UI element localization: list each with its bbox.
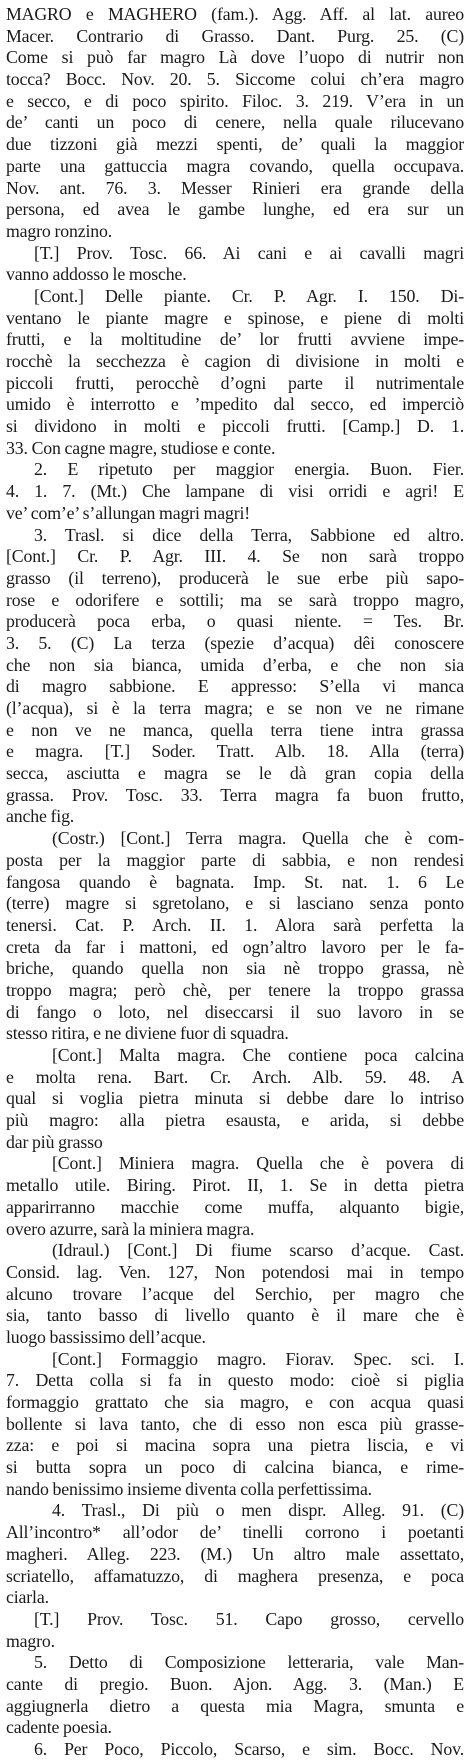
text-line: Nov. ant. 76. 3. Messer Rinieri era grande della <box>6 177 464 198</box>
text-line: 4. Trasl., Di più o men dispr. Alleg. 91. (C) <box>52 1500 464 1521</box>
text-line: persona, ed avea le gambe lunghe, ed era sur un <box>6 199 464 220</box>
text-line: grassa. Prov. Tosc. 33. Terra magra fa buon frutto, <box>6 784 464 805</box>
text-line: [T.] Prov. Tosc. 51. Capo grosso, cervello <box>34 1608 464 1629</box>
text-line: creta da far i mattoni, ed ogn’altro lavoro per le fa- <box>6 936 464 957</box>
text-line: [Cont.] Malta magra. Che contiene poca calcina <box>52 1045 464 1065</box>
text-line: alcuno trovare l’acque del Serchio, per magro che <box>6 1283 464 1304</box>
text-line: [Cont.] Cr. P. Agr. III. 4. Se non sarà troppo <box>6 546 464 567</box>
text-line: ventano le piante magre e spinose, e piene di molti <box>6 307 464 328</box>
text-line: troppo magra; però chè, per tenere la troppo grassa <box>6 979 464 1000</box>
text-line: luogo bassissimo dell’acque. <box>6 1326 206 1347</box>
text-line: anche fig. <box>6 806 75 827</box>
text-line: rocchè la secchezza è cagion di divisione in molti e <box>6 351 464 371</box>
text-line: ve’ com’e’ s’allungan magri magri! <box>6 502 251 523</box>
text-line: magro ronzino. <box>6 220 113 241</box>
text-line: 6. Per Poco, Piccolo, Scarso, e sim. Bocc. Nov. <box>34 1739 464 1759</box>
text-line: Come si può far magro Là dove l’uopo di nutrir non <box>6 47 464 68</box>
text-line: 33. Con cagne magre, studiose e conte. <box>6 437 276 458</box>
text-line: di magro sabbione. E appresso: S’ella vi manca <box>6 676 464 697</box>
text-line: magheri. Alleg. 223. (M.) Un altro male assettato, <box>6 1543 464 1564</box>
text-line: piccoli frutti, perocchè d’ogni parte il nutrimentale <box>6 372 464 393</box>
text-line: [Cont.] Delle piante. Cr. P. Agr. I. 150. Di- <box>34 285 464 306</box>
text-line: 3. 5. (C) La terza (spezie d’acqua) dêi conoscere <box>6 632 464 653</box>
text-line: grasso (il terreno), producerà le sue erbe più sapo- <box>6 567 464 588</box>
text-line: formaggio grattato che sia magro, e con acqua quasi <box>6 1392 464 1412</box>
text-line: e molta rena. Bart. Cr. Arch. Alb. 59. 48. A <box>6 1066 464 1087</box>
text-line: (Idraul.) [Cont.] Di fiume scarso d’acque. Cast. <box>52 1240 464 1261</box>
text-line: (terre) magre si sgretolano, e si lasciano senza ponto <box>6 893 464 914</box>
text-line: 3. Trasl. si dice della Terra, Sabbione ed altro. <box>34 524 464 545</box>
text-line: 7. Detta colla si fa in questo modo: cioè si piglia <box>6 1370 464 1391</box>
text-line: 4. 1. 7. (Mt.) Che lampane di visi orridi e agri! E <box>6 481 464 502</box>
text-line: nando benissimo insieme diventa colla perfettissima. <box>6 1478 372 1499</box>
text-line: dar più grasso <box>6 1131 103 1152</box>
text-line: frutti, e la moltitudine de’ lor frutti avviene impe- <box>6 329 464 350</box>
text-line: tocca? Bocc. Nov. 20. 5. Siccome colui ch’era magro <box>6 69 464 90</box>
text-line: briche, quando quella non sia nè troppo grassa, nè <box>6 958 464 979</box>
text-line: che non sia bianca, umida d’erba, e che non sia <box>6 654 464 675</box>
text-line: fangosa quando è bagnata. Imp. St. nat. 1. 6 Le <box>6 871 464 892</box>
text-line: (Costr.) [Cont.] Terra magra. Quella che è com- <box>52 828 464 849</box>
text-line: più magro: alla pietra esausta, e arida, si debbe <box>6 1110 464 1131</box>
text-line: di fango o loto, nel diseccarsi il suo lavoro in se <box>6 1001 464 1022</box>
text-line: producerà poca erba, o quasi niente. = Tes. Br. <box>6 611 464 632</box>
text-line: scriatello, affamatuzzo, di maghera presenza, e poca <box>6 1565 464 1586</box>
text-line: due tizzoni già mezzi spenti, de’ quali la maggior <box>6 134 464 155</box>
text-line: qual si voglia pietra minuta si debbe dare lo intriso <box>6 1088 464 1109</box>
text-line: MAGRO e MAGHERO (fam.). Agg. Aff. al lat. aureo <box>6 4 464 24</box>
text-line: si dividono in molti e piccoli frutti. [Camp.] D. 1. <box>6 416 464 437</box>
dictionary-page <box>6 4 464 1759</box>
text-line: tenersi. Cat. P. Arch. II. 1. Alora sarà perfetta la <box>6 914 464 935</box>
text-line: vanno addosso le mosche. <box>6 264 187 285</box>
text-line: si butta sopra un poco di calcina bianca, e rime- <box>6 1457 464 1478</box>
text-line: e secco, e di poco spirito. Filoc. 3. 219. V’era in un <box>6 90 464 111</box>
text-line: Consid. lag. Ven. 127, Non potendosi mai in tempo <box>6 1261 464 1282</box>
text-line: sia, tanto basso di livello quanto è il mare che è <box>6 1305 464 1326</box>
text-line: cadente poesia. <box>6 1717 112 1738</box>
text-line: rose e odorifere e sottili; ma se sarà troppo magro, <box>6 589 464 610</box>
text-line: aggiugnerla dietro a questa mia Magra, smunta e <box>6 1695 464 1716</box>
text-line: stesso ritira, e ne diviene fuor di squadra. <box>6 1023 289 1044</box>
text-line: ciarla. <box>6 1587 49 1608</box>
text-line: e non ve ne manca, quella terra tiene intra grassa <box>6 719 464 740</box>
text-line: zza: e poi si macina sopra una pietra liscia, e vi <box>6 1435 464 1456</box>
text-line: [Cont.] Miniera magra. Quella che è povera di <box>52 1153 464 1174</box>
text-line: bollente si lava tanto, che di esso non esca più grasse- <box>6 1413 464 1434</box>
text-line: 2. E ripetuto per maggior energia. Buon. Fier. <box>34 459 464 480</box>
text-line: magro. <box>6 1630 55 1651</box>
text-line: secca, asciutta e magra se le dà gran copia della <box>6 763 464 784</box>
text-line: Macer. Contrario di Grasso. Dant. Purg. 25. (C) <box>6 25 464 46</box>
text-line: [Cont.] Formaggio magro. Fiorav. Spec. sci. I. <box>52 1348 464 1369</box>
text-line: de’ canti un poco di cenere, nella quale rilucevano <box>6 112 464 133</box>
text-line: (l’acqua), si è la terra magra; e se non ve ne rimane <box>6 698 464 718</box>
text-line: e magra. [T.] Soder. Tratt. Alb. 18. Alla (terra) <box>6 741 464 762</box>
text-line: apparirranno macchie come muffa, alquanto bigie, <box>6 1196 464 1217</box>
text-line: posta per la maggior parte di sabbia, e non rendesi <box>6 849 464 870</box>
text-line: 5. Detto di Composizione letteraria, vale Man- <box>34 1652 464 1673</box>
text-line: umido è interrotto e ’mpedito dal secco, ed imperciò <box>6 394 464 415</box>
text-line: [T.] Prov. Tosc. 66. Ai cani e ai cavalli magri <box>34 242 464 263</box>
text-line: All’incontro* all’odor de’ tinelli corrono i poetanti <box>6 1522 464 1543</box>
text-line: parte una gattuccia magra covando, quella occupava. <box>6 155 464 176</box>
text-line: overo azurre, sarà la miniera magra. <box>6 1218 255 1239</box>
dictionary-entry-text <box>6 4 464 1761</box>
text-line: cante di pregio. Buon. Ajon. Agg. 3. (Man.) E <box>6 1673 464 1694</box>
text-line: metallo utile. Biring. Pirot. II, 1. Se in detta pietra <box>6 1175 464 1196</box>
